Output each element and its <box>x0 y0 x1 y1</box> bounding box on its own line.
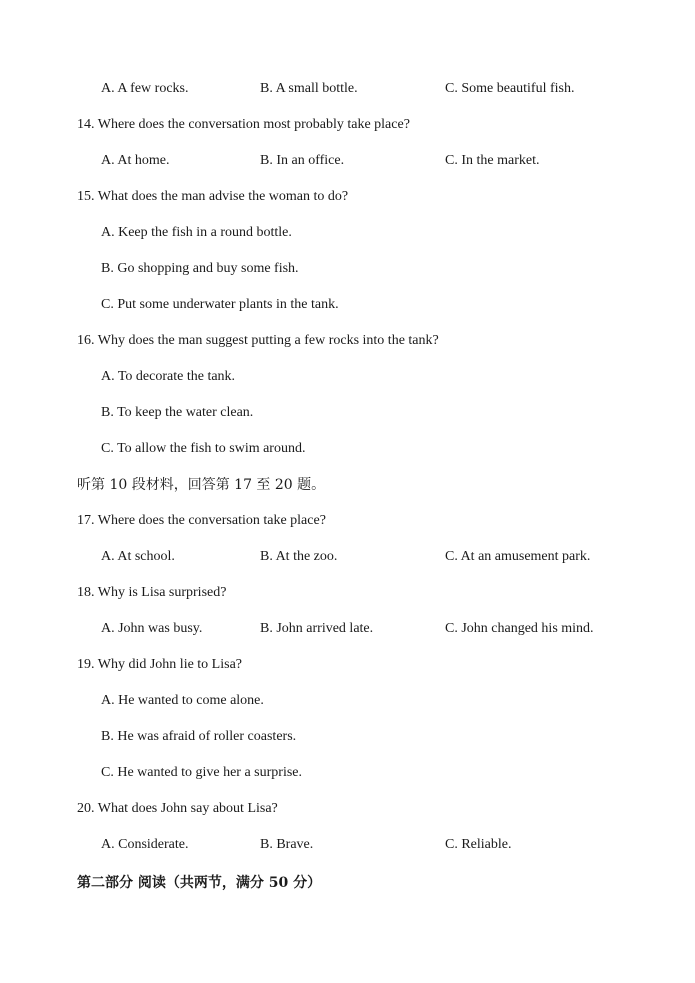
q17-option-c: C. At an amusement park. <box>445 549 591 564</box>
q20-option-c: C. Reliable. <box>445 837 512 852</box>
q15-option-c: C. Put some underwater plants in the tank. <box>101 297 339 312</box>
q13-option-a: A. A few rocks. <box>101 81 189 96</box>
q16-option-b: B. To keep the water clean. <box>101 405 254 420</box>
q20-question: 20. What does John say about Lisa? <box>77 801 278 816</box>
q15-question: 15. What does the man advise the woman to do? <box>77 189 349 204</box>
q16-option-c: C. To allow the fish to swim around. <box>101 441 306 456</box>
q17-option-a: A. At school. <box>101 549 175 564</box>
q19-option-a: A. He wanted to come alone. <box>101 693 264 708</box>
q15-option-b: B. Go shopping and buy some fish. <box>101 261 299 276</box>
q16-question: 16. Why does the man suggest putting a few rocks into the tank? <box>77 333 439 348</box>
q18-option-c: C. John changed his mind. <box>445 621 594 636</box>
q18-option-a: A. John was busy. <box>101 621 203 636</box>
q18-question: 18. Why is Lisa surprised? <box>77 585 227 600</box>
q14-option-b: B. In an office. <box>260 153 345 168</box>
q17-question: 17. Where does the conversation take place? <box>77 513 326 528</box>
q19-question: 19. Why did John lie to Lisa? <box>77 657 242 672</box>
q20-option-a: A. Considerate. <box>101 837 189 852</box>
q16-option-a: A. To decorate the tank. <box>101 369 236 384</box>
q19-option-c: C. He wanted to give her a surprise. <box>101 765 302 780</box>
q15-option-a: A. Keep the fish in a round bottle. <box>101 225 292 240</box>
q14-question: 14. Where does the conversation most probably take place? <box>77 117 410 132</box>
q13-option-c: C. Some beautiful fish. <box>445 81 575 96</box>
q17-option-b: B. At the zoo. <box>260 549 338 564</box>
q14-option-c: C. In the market. <box>445 153 540 168</box>
q18-option-b: B. John arrived late. <box>260 621 374 636</box>
q13-option-b: B. A small bottle. <box>260 81 358 96</box>
part-2-heading: 第二部分 阅读（共两节，满分 50 分） <box>77 875 322 891</box>
q20-option-b: B. Brave. <box>260 837 314 852</box>
q19-option-b: B. He was afraid of roller coasters. <box>101 729 297 744</box>
q14-option-a: A. At home. <box>101 153 170 168</box>
section-10-instruction: 听第 10 段材料，回答第 17 至 20 题。 <box>77 477 326 493</box>
